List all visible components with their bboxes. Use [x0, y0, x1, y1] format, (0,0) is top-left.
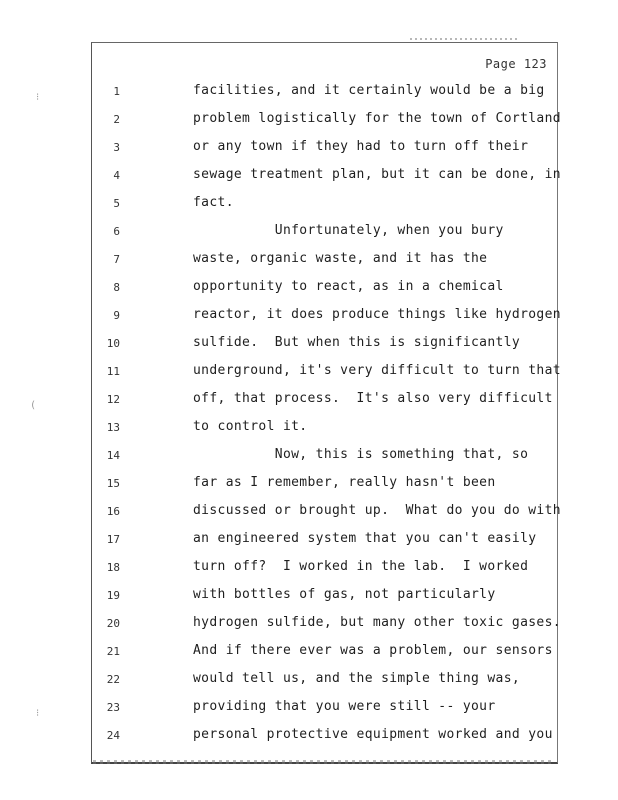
line-text: opportunity to react, as in a chemical [193, 279, 504, 294]
line-number: 2 [113, 113, 120, 126]
transcript-line [92, 333, 557, 361]
transcript-line [92, 81, 557, 109]
transcript-line [92, 305, 561, 333]
transcript-page [91, 42, 561, 764]
margin-mark: ( [30, 400, 37, 411]
line-number: 18 [106, 561, 120, 574]
transcript-line [92, 725, 557, 753]
line-number: 3 [113, 141, 120, 154]
line-number: 24 [106, 729, 120, 742]
line-text: And if there ever was a problem, our sensors [193, 643, 553, 658]
line-text: turn off? I worked in the lab. I worked [193, 559, 529, 574]
line-number: 9 [113, 309, 120, 322]
line-number: 10 [106, 337, 120, 350]
scan-artifact-top [410, 38, 520, 40]
margin-mark: ⁝ [36, 92, 40, 103]
line-text: fact. [193, 195, 234, 210]
transcript-line [92, 277, 557, 305]
line-number: 11 [106, 365, 120, 378]
transcript-line [92, 221, 557, 249]
line-number: 12 [106, 393, 120, 406]
line-text: Now, this is something that, so [193, 447, 529, 462]
line-text: Unfortunately, when you bury [193, 223, 504, 238]
line-text: hydrogen sulfide, but many other toxic gases. [193, 615, 561, 630]
transcript-line [92, 613, 561, 641]
line-text: underground, it's very difficult to turn that [193, 363, 561, 378]
line-text: waste, organic waste, and it has the [193, 251, 488, 266]
line-number: 20 [106, 617, 120, 630]
margin-mark: ⁝ [36, 708, 40, 719]
transcript-line [92, 445, 557, 473]
transcript-line [92, 249, 557, 277]
transcript-line [92, 473, 557, 501]
transcript-line [92, 557, 557, 585]
line-text: to control it. [193, 419, 308, 434]
transcript-line [92, 501, 561, 529]
line-number: 17 [106, 533, 120, 546]
transcript-line [92, 389, 557, 417]
line-text: an engineered system that you can't easily [193, 531, 537, 546]
line-number: 13 [106, 421, 120, 434]
line-number: 7 [113, 253, 120, 266]
line-text: far as I remember, really hasn't been [193, 475, 496, 490]
line-text: discussed or brought up. What do you do with [193, 503, 561, 518]
scan-artifact-bottom [93, 760, 555, 764]
transcript-line [92, 137, 557, 165]
line-text: reactor, it does produce things like hydrogen [193, 307, 561, 322]
line-number: 16 [106, 505, 120, 518]
line-number: 15 [106, 477, 120, 490]
transcript-line [92, 697, 557, 725]
line-text: problem logistically for the town of Cortland [193, 111, 561, 126]
transcript-line [92, 585, 557, 613]
line-number: 1 [113, 85, 120, 98]
transcript-line [92, 165, 561, 193]
line-number: 4 [113, 169, 120, 182]
transcript-line [92, 109, 561, 137]
transcript-line [92, 669, 557, 697]
line-number: 23 [106, 701, 120, 714]
line-text: providing that you were still -- your [193, 699, 496, 714]
line-text: with bottles of gas, not particularly [193, 587, 496, 602]
line-number: 6 [113, 225, 120, 238]
line-text: personal protective equipment worked and you [193, 727, 553, 742]
line-text: or any town if they had to turn off their [193, 139, 529, 154]
line-text: facilities, and it certainly would be a big [193, 83, 545, 98]
line-text: sulfide. But when this is significantly [193, 335, 521, 350]
transcript-line [92, 529, 557, 557]
line-number: 14 [106, 449, 120, 462]
transcript-line [92, 641, 557, 669]
transcript-line [92, 417, 557, 445]
transcript-line [92, 361, 561, 389]
line-text: would tell us, and the simple thing was, [193, 671, 521, 686]
line-number: 22 [106, 673, 120, 686]
transcript-line [92, 193, 557, 221]
line-text: sewage treatment plan, but it can be done, in [193, 167, 561, 182]
line-number: 5 [113, 197, 120, 210]
line-text: off, that process. It's also very difficult [193, 391, 553, 406]
line-number: 21 [106, 645, 120, 658]
line-number: 19 [106, 589, 120, 602]
page-number: Page 123 [485, 57, 547, 71]
line-number: 8 [113, 281, 120, 294]
